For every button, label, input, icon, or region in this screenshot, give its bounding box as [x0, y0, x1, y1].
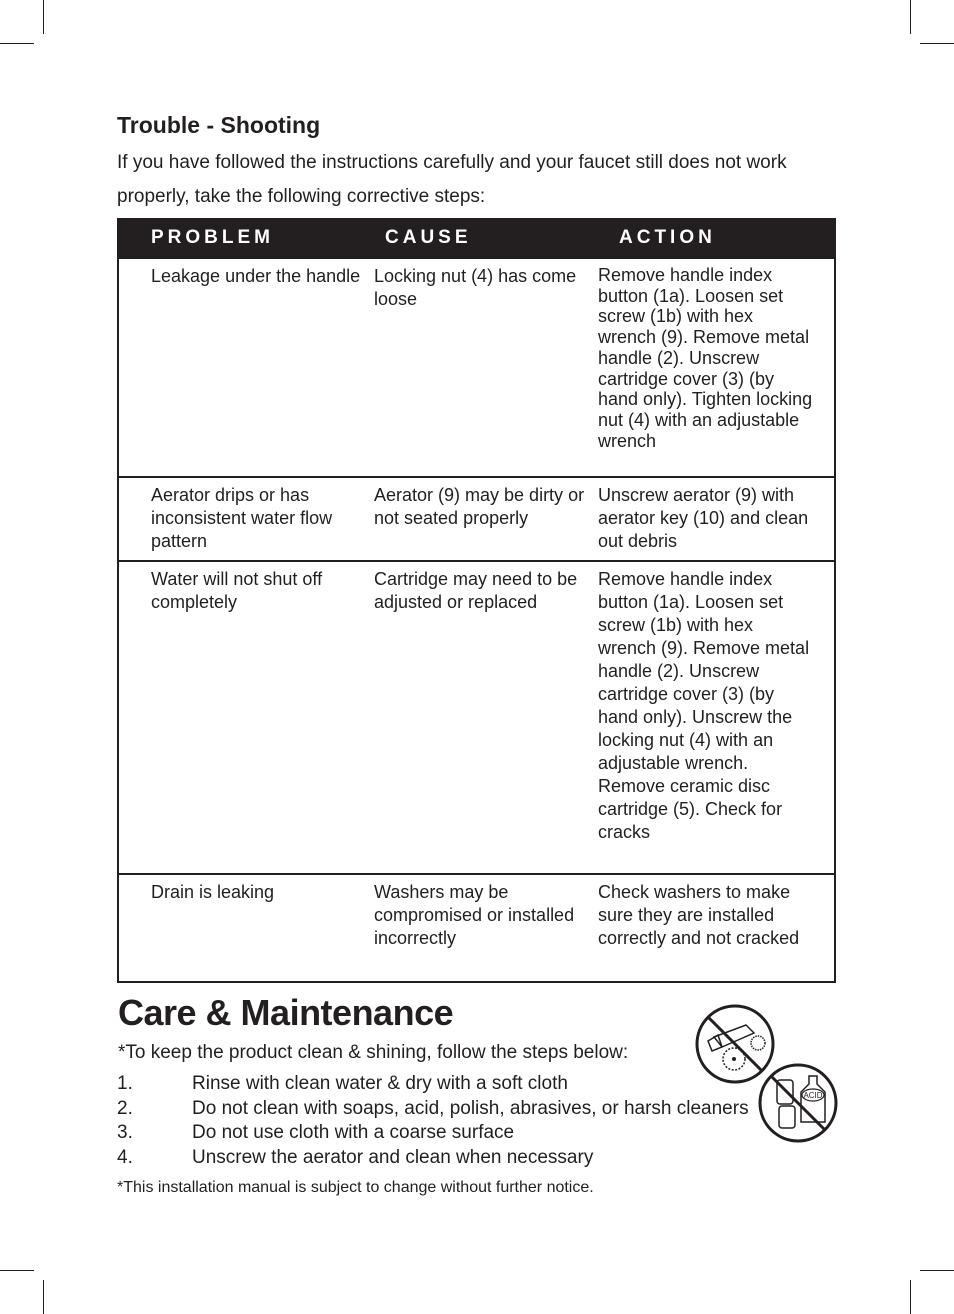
problem-cell: Water will not shut off completely: [151, 569, 323, 612]
footnote: *This installation manual is subject to change without further notice.: [117, 1179, 594, 1196]
problem-cell: Drain is leaking: [151, 882, 275, 902]
problem-cell: Leakage under the handle: [151, 266, 361, 286]
header-action: ACTION: [619, 227, 716, 248]
step-number: 2.: [117, 1097, 133, 1119]
step-text: Unscrew the aerator and clean when necessary: [192, 1147, 594, 1169]
troubleshooting-title: Trouble - Shooting: [117, 112, 321, 138]
step-number: 3.: [117, 1122, 133, 1144]
action-cell: Remove handle index button (1a). Loosen set screw (1b) with hex wrench (9). Remove metal handle (2). Unscrew cartridge cover (3) (by hand only). Tighten locking nut (4) with an adjustable wrench: [598, 265, 813, 451]
crop-mark: [43, 0, 44, 34]
step-number: 4.: [117, 1147, 133, 1169]
cause-cell: Cartridge may need to be adjusted or replaced: [374, 569, 578, 612]
care-intro: *To keep the product clean & shining, follow the steps below:: [118, 1042, 629, 1063]
step-number: 1.: [117, 1073, 133, 1094]
cause-cell: Locking nut (4) has come loose: [374, 266, 577, 309]
step-text: Rinse with clean water & dry with a soft cloth: [192, 1073, 568, 1094]
care-title: Care & Maintenance: [118, 992, 454, 1033]
problem-cell: Aerator drips or has inconsistent water flow pattern: [151, 485, 333, 551]
step-text: Do not clean with soaps, acid, polish, abrasives, or harsh cleaners: [192, 1097, 749, 1119]
crop-mark: [0, 1270, 34, 1271]
table-row: [117, 875, 836, 983]
crop-mark: [920, 43, 954, 44]
troubleshooting-intro: If you have followed the instructions carefully and your faucet still does not work properly, take the following corrective steps:: [117, 152, 787, 207]
crop-mark: [0, 43, 34, 44]
no-chemicals-icon: [757, 1062, 839, 1144]
cause-cell: Aerator (9) may be dirty or not seated properly: [374, 485, 585, 528]
crop-mark: [910, 1280, 911, 1314]
action-cell: Unscrew aerator (9) with aerator key (10) and clean out debris: [598, 485, 809, 551]
table-row: [117, 259, 836, 478]
table-row: [117, 562, 836, 875]
step-text: Do not use cloth with a coarse surface: [192, 1122, 515, 1144]
crop-mark: [920, 1270, 954, 1271]
crop-mark: [43, 1280, 44, 1314]
table-row: [117, 478, 836, 562]
header-problem: PROBLEM: [151, 227, 274, 248]
action-cell: Remove handle index button (1a). Loosen set screw (1b) with hex wrench (9). Remove metal handle (2). Unscrew cartridge cover (3) (by hand only). Unscrew the locking nut (4) with an adjustable wrench. Remove ceramic disc cartridge (5). Check for cracks: [598, 569, 810, 842]
action-cell: Check washers to make sure they are installed correctly and not cracked: [598, 882, 800, 948]
table-header: [117, 218, 836, 259]
header-cause: CAUSE: [385, 227, 472, 248]
crop-mark: [910, 0, 911, 34]
acid-label: ACID: [803, 1091, 823, 1100]
troubleshooting-table: [117, 218, 836, 983]
cause-cell: Washers may be compromised or installed incorrectly: [374, 882, 575, 948]
